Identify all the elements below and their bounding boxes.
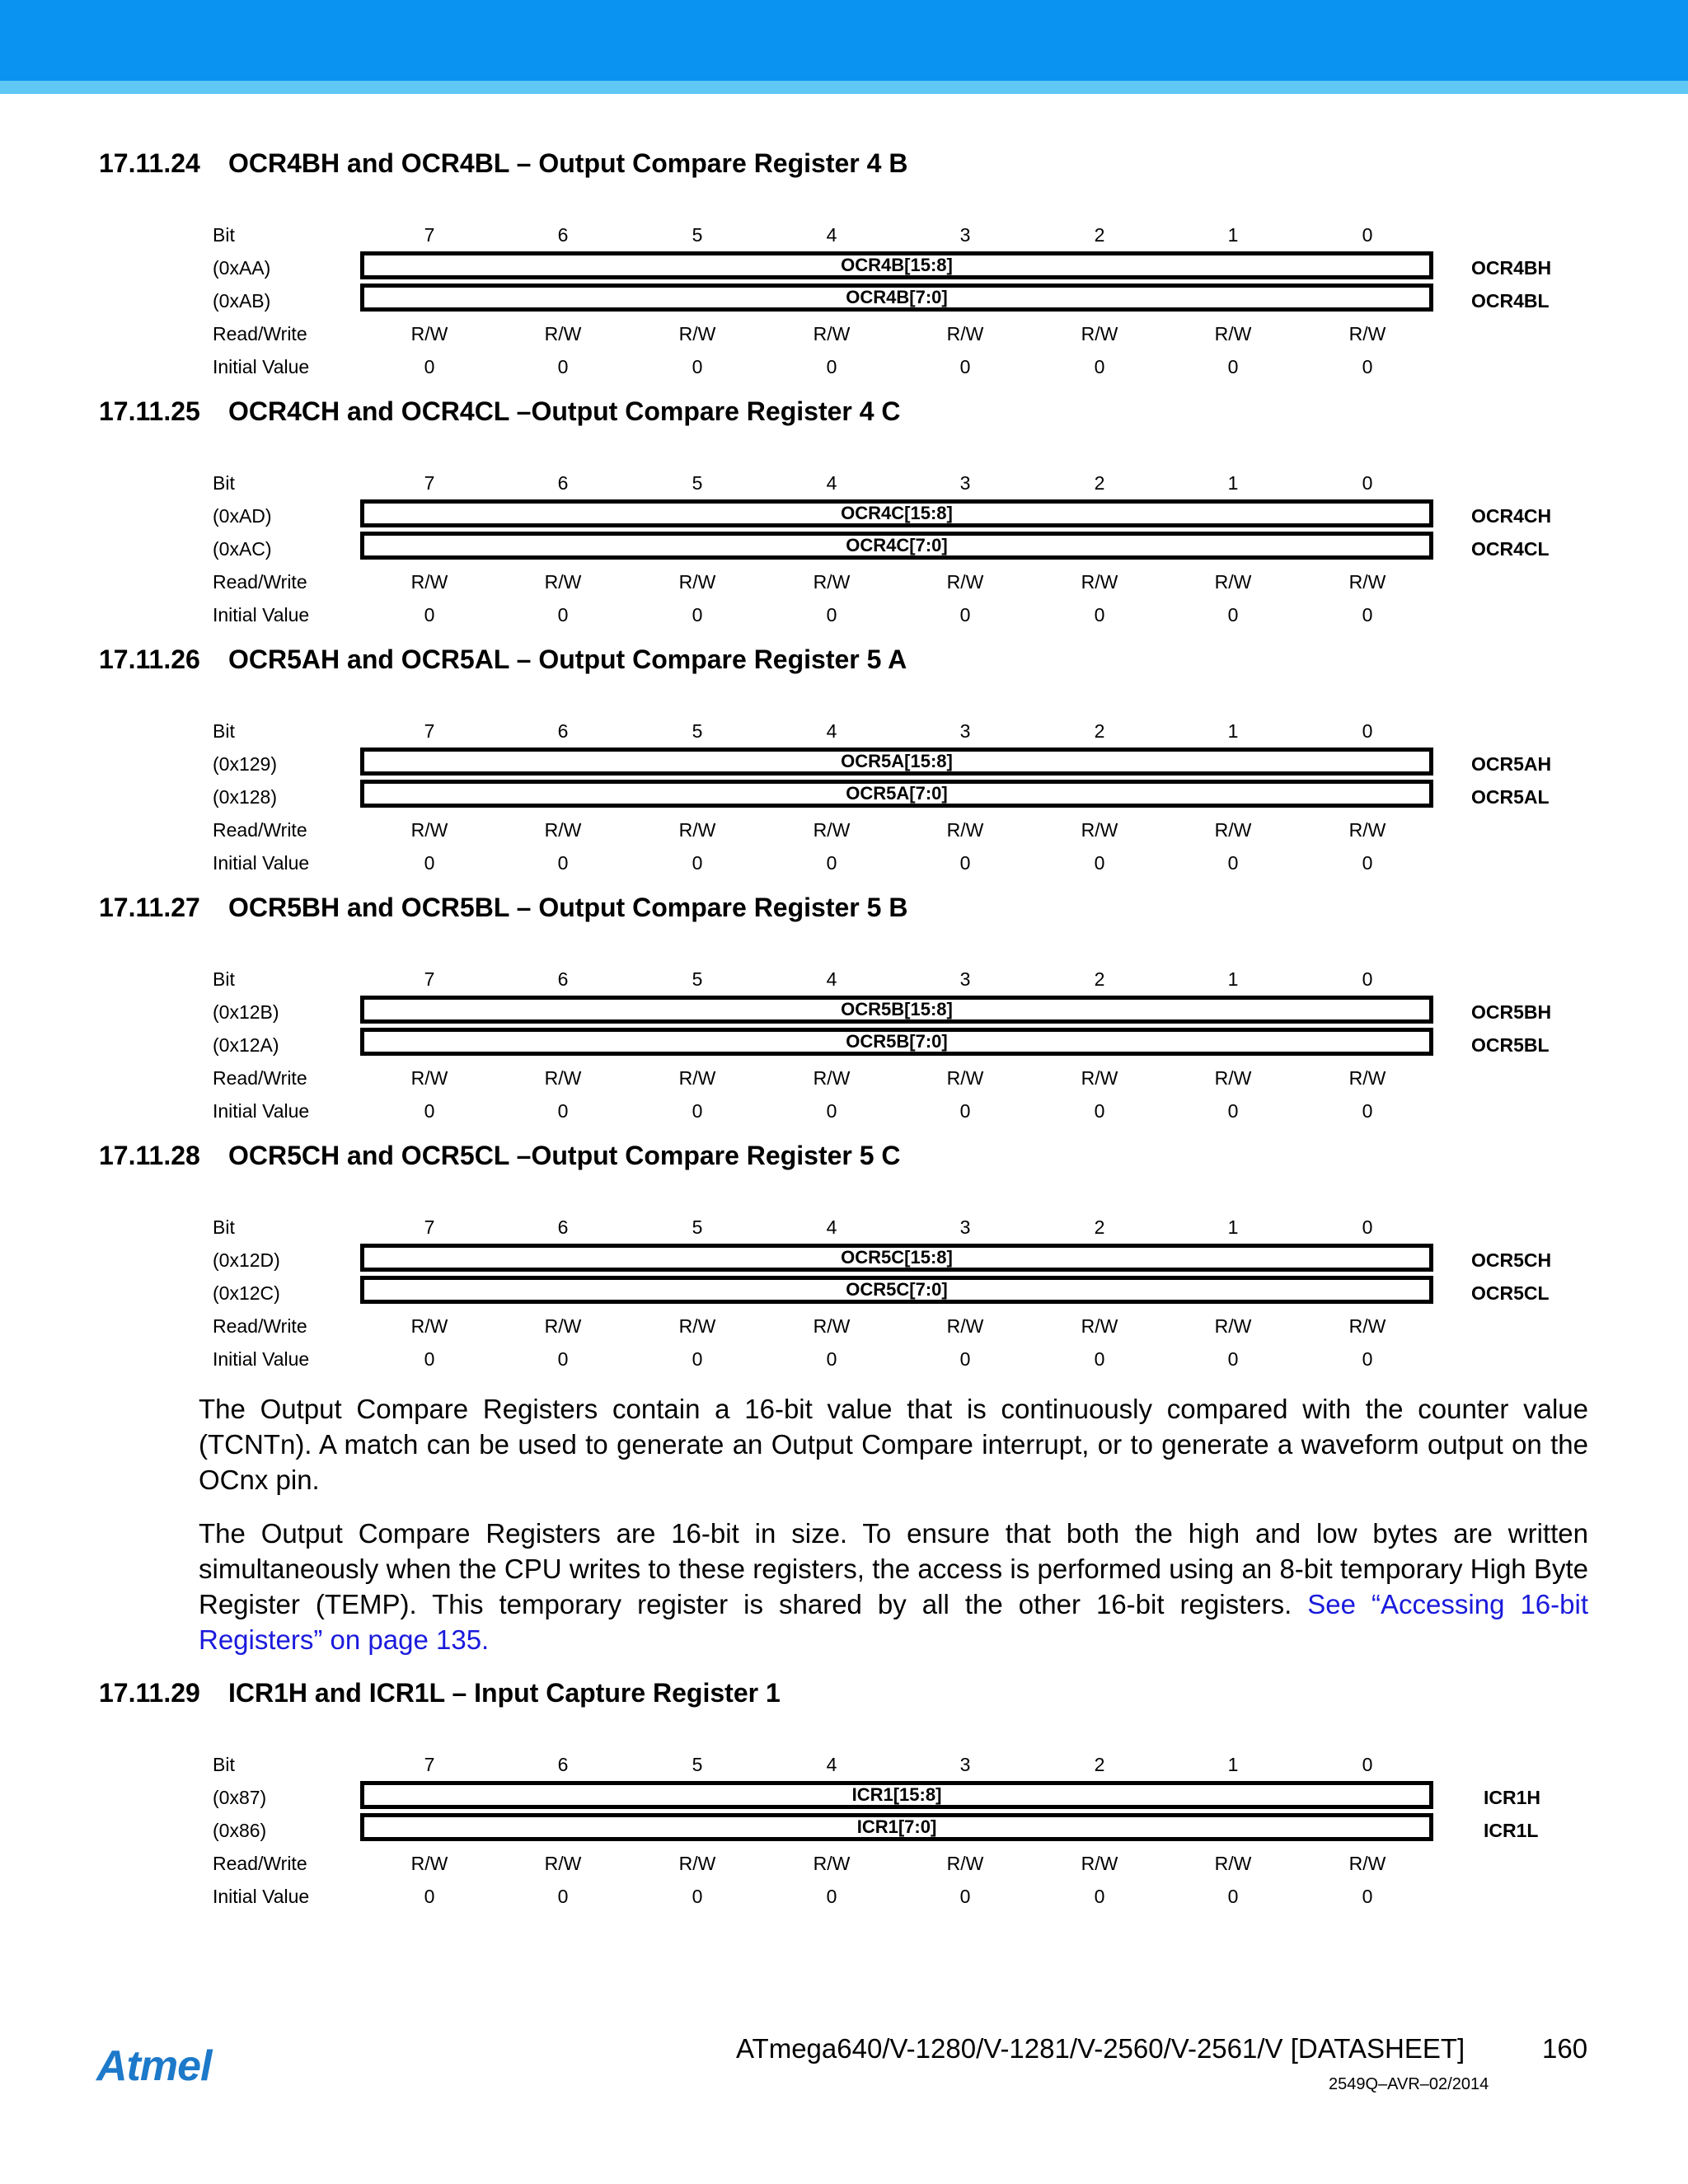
register-name-low: ICR1L xyxy=(1484,1820,1539,1841)
rw-value: R/W xyxy=(678,819,716,841)
initial-value: 0 xyxy=(826,604,837,626)
initial-value: 0 xyxy=(1094,604,1105,626)
section-title xyxy=(99,893,907,923)
rw-value: R/W xyxy=(1348,819,1386,841)
rw-value: R/W xyxy=(678,1853,716,1874)
initial-value: 0 xyxy=(1362,1886,1373,1907)
rw-value: R/W xyxy=(1348,571,1386,593)
bit-number: 5 xyxy=(692,1754,703,1775)
register-name-high: OCR4CH xyxy=(1471,505,1552,527)
address-label: (0x128) xyxy=(213,786,277,808)
initial-value: 0 xyxy=(1227,852,1239,874)
bit-number: 6 xyxy=(557,720,569,742)
rw-label: Read/Write xyxy=(213,571,307,593)
bit-label: Bit xyxy=(213,968,235,990)
bit-number: 5 xyxy=(692,472,703,494)
section-title xyxy=(99,148,907,179)
initial-value: 0 xyxy=(1227,1348,1239,1370)
bit-number: 7 xyxy=(424,720,435,742)
section-number: 17.11.28 xyxy=(99,1141,200,1170)
bit-number: 6 xyxy=(557,1216,569,1238)
rw-value: R/W xyxy=(1214,1067,1252,1089)
bit-number: 4 xyxy=(826,720,837,742)
initial-value: 0 xyxy=(1094,1348,1105,1370)
rw-value: R/W xyxy=(410,819,448,841)
bit-number: 0 xyxy=(1362,968,1373,990)
rw-value: R/W xyxy=(813,1067,851,1089)
rw-value: R/W xyxy=(1081,1315,1118,1337)
atmel-logo: Atmel xyxy=(96,2042,212,2090)
initial-value: 0 xyxy=(959,852,971,874)
register-field-low: ICR1[7:0] xyxy=(360,1813,1433,1841)
register-field-low: OCR5B[7:0] xyxy=(360,1028,1433,1056)
section-title xyxy=(99,396,901,427)
rw-value: R/W xyxy=(1348,1067,1386,1089)
bit-number: 5 xyxy=(692,1216,703,1238)
initial-value: 0 xyxy=(557,1348,569,1370)
initial-value: 0 xyxy=(1094,852,1105,874)
address-label: (0x129) xyxy=(213,753,277,775)
register-field-low: OCR5A[7:0] xyxy=(360,780,1433,808)
initial-value-label: Initial Value xyxy=(213,1100,310,1122)
header-band xyxy=(0,0,1688,81)
initial-value: 0 xyxy=(1362,1100,1373,1122)
paragraph-text: The Output Compare Registers are 16-bit in size. To ensure that both the high and low bytes are written simultaneously when the CPU writes to these registers, the access is performed using an 8-bit temporary High Byte Register (TEMP). This temporary register is shared by all the other 16-bit registers. xyxy=(199,1518,1588,1619)
section-number: 17.11.25 xyxy=(99,396,200,426)
bit-label: Bit xyxy=(213,224,235,246)
initial-value: 0 xyxy=(692,1886,703,1907)
initial-value-label: Initial Value xyxy=(213,1348,310,1370)
bit-number: 2 xyxy=(1094,720,1105,742)
initial-value: 0 xyxy=(1227,1886,1239,1907)
rw-value: R/W xyxy=(410,1315,448,1337)
initial-value: 0 xyxy=(826,356,837,377)
initial-value: 0 xyxy=(1094,1886,1105,1907)
address-label: (0xAA) xyxy=(213,257,271,279)
register-table xyxy=(0,1752,1688,1905)
bit-number: 4 xyxy=(826,472,837,494)
bit-number: 0 xyxy=(1362,1216,1373,1238)
rw-value: R/W xyxy=(1348,323,1386,344)
initial-value: 0 xyxy=(692,356,703,377)
rw-value: R/W xyxy=(946,1853,984,1874)
bit-number: 1 xyxy=(1227,1754,1239,1775)
section-heading: OCR4BH and OCR4BL – Output Compare Register 4 B xyxy=(228,148,908,178)
initial-value: 0 xyxy=(1362,604,1373,626)
rw-value: R/W xyxy=(813,323,851,344)
initial-value: 0 xyxy=(557,1886,569,1907)
initial-value: 0 xyxy=(959,1348,971,1370)
bit-number: 4 xyxy=(826,224,837,246)
rw-value: R/W xyxy=(678,571,716,593)
rw-value: R/W xyxy=(544,819,582,841)
rw-value: R/W xyxy=(678,1315,716,1337)
header-accent-line xyxy=(0,81,1688,94)
bit-number: 3 xyxy=(959,1216,971,1238)
initial-value: 0 xyxy=(959,356,971,377)
initial-value: 0 xyxy=(826,1886,837,1907)
bit-number: 1 xyxy=(1227,720,1239,742)
bit-number: 3 xyxy=(959,720,971,742)
initial-value: 0 xyxy=(1227,356,1239,377)
register-table xyxy=(0,967,1688,1122)
initial-value: 0 xyxy=(692,852,703,874)
bit-number: 5 xyxy=(692,720,703,742)
rw-value: R/W xyxy=(1348,1315,1386,1337)
rw-value: R/W xyxy=(678,1067,716,1089)
rw-value: R/W xyxy=(1214,819,1252,841)
rw-value: R/W xyxy=(813,571,851,593)
initial-value: 0 xyxy=(692,1348,703,1370)
register-name-low: OCR5CL xyxy=(1471,1282,1550,1304)
paragraph-output-compare: The Output Compare Registers contain a 16-bit value that is continuously compared with the counter value (TCNTn). A match can be used to generate an Output Compare interrupt, or to generate a waveform output on the OCnx pin. xyxy=(199,1394,1588,1495)
initial-value-label: Initial Value xyxy=(213,1886,310,1907)
initial-value: 0 xyxy=(826,1348,837,1370)
section-title xyxy=(99,1141,901,1171)
address-label: (0x12A) xyxy=(213,1034,279,1056)
address-label: (0x12C) xyxy=(213,1282,280,1304)
register-field-high: OCR5A[15:8] xyxy=(360,748,1433,776)
section-heading: OCR5BH and OCR5BL – Output Compare Register 5 B xyxy=(228,893,908,922)
bit-label: Bit xyxy=(213,472,235,494)
bit-number: 4 xyxy=(826,1216,837,1238)
initial-value: 0 xyxy=(424,604,435,626)
address-label: (0x12B) xyxy=(213,1001,279,1023)
initial-value: 0 xyxy=(826,852,837,874)
register-name-high: OCR5CH xyxy=(1471,1249,1552,1271)
bit-number: 6 xyxy=(557,472,569,494)
bit-number: 7 xyxy=(424,968,435,990)
bit-number: 1 xyxy=(1227,1216,1239,1238)
rw-value: R/W xyxy=(410,571,448,593)
address-label: (0x86) xyxy=(213,1820,267,1841)
rw-value: R/W xyxy=(1081,1853,1118,1874)
bit-number: 4 xyxy=(826,968,837,990)
initial-value: 0 xyxy=(424,852,435,874)
rw-value: R/W xyxy=(410,1853,448,1874)
register-field-low: OCR4B[7:0] xyxy=(360,284,1433,312)
bit-label: Bit xyxy=(213,720,235,742)
bit-number: 2 xyxy=(1094,1216,1105,1238)
bit-number: 6 xyxy=(557,1754,569,1775)
rw-label: Read/Write xyxy=(213,1067,307,1089)
section-heading: OCR4CH and OCR4CL –Output Compare Register 4 C xyxy=(228,396,901,426)
bit-number: 2 xyxy=(1094,968,1105,990)
initial-value: 0 xyxy=(557,852,569,874)
bit-number: 2 xyxy=(1094,224,1105,246)
initial-value: 0 xyxy=(959,1100,971,1122)
rw-value: R/W xyxy=(946,323,984,344)
register-field-low: OCR4C[7:0] xyxy=(360,532,1433,560)
initial-value: 0 xyxy=(424,356,435,377)
address-label: (0xAC) xyxy=(213,538,272,560)
rw-value: R/W xyxy=(1214,1315,1252,1337)
initial-value: 0 xyxy=(959,1886,971,1907)
register-table xyxy=(0,223,1688,375)
bit-number: 7 xyxy=(424,472,435,494)
section-number: 17.11.27 xyxy=(99,893,200,922)
section-heading: OCR5CH and OCR5CL –Output Compare Register 5 C xyxy=(228,1141,901,1170)
page-number: 160 xyxy=(1542,2033,1588,2064)
rw-value: R/W xyxy=(544,323,582,344)
rw-value: R/W xyxy=(813,1315,851,1337)
rw-label: Read/Write xyxy=(213,323,307,344)
register-table xyxy=(0,1215,1688,1370)
rw-value: R/W xyxy=(946,1067,984,1089)
rw-value: R/W xyxy=(946,1315,984,1337)
register-field-high: OCR5B[15:8] xyxy=(360,996,1433,1024)
bit-number: 6 xyxy=(557,224,569,246)
bit-number: 3 xyxy=(959,472,971,494)
section-number: 17.11.29 xyxy=(99,1678,200,1708)
paragraph-16bit-access xyxy=(199,1516,1588,1657)
cross-reference-link[interactable]: See “Accessing 16-bit Registers” on page 135. xyxy=(199,1589,1589,1655)
bit-number: 3 xyxy=(959,968,971,990)
bit-number: 1 xyxy=(1227,968,1239,990)
section-number: 17.11.24 xyxy=(99,148,200,178)
bit-number: 0 xyxy=(1362,472,1373,494)
initial-value: 0 xyxy=(557,604,569,626)
address-label: (0xAB) xyxy=(213,290,271,312)
address-label: (0x87) xyxy=(213,1787,267,1808)
bit-label: Bit xyxy=(213,1216,235,1238)
address-label: (0xAD) xyxy=(213,505,272,527)
document-code: 2549Q–AVR–02/2014 xyxy=(1329,2075,1489,2093)
initial-value-label: Initial Value xyxy=(213,356,310,377)
rw-value: R/W xyxy=(1214,323,1252,344)
rw-value: R/W xyxy=(1081,323,1118,344)
bit-number: 4 xyxy=(826,1754,837,1775)
section-title xyxy=(99,1678,781,1708)
rw-value: R/W xyxy=(1081,819,1118,841)
initial-value: 0 xyxy=(557,356,569,377)
register-name-high: OCR4BH xyxy=(1471,257,1552,279)
bit-number: 7 xyxy=(424,1216,435,1238)
section-number: 17.11.26 xyxy=(99,644,200,674)
rw-value: R/W xyxy=(544,1853,582,1874)
initial-value: 0 xyxy=(557,1100,569,1122)
initial-value: 0 xyxy=(1227,604,1239,626)
initial-value: 0 xyxy=(959,604,971,626)
rw-value: R/W xyxy=(946,819,984,841)
rw-value: R/W xyxy=(1081,571,1118,593)
section-title xyxy=(99,644,907,675)
bit-number: 3 xyxy=(959,224,971,246)
footer-document-title: ATmega640/V-1280/V-1281/V-2560/V-2561/V [DATASHEET] xyxy=(736,2033,1465,2064)
bit-number: 6 xyxy=(557,968,569,990)
rw-label: Read/Write xyxy=(213,819,307,841)
rw-value: R/W xyxy=(1081,1067,1118,1089)
initial-value: 0 xyxy=(1094,356,1105,377)
bit-label: Bit xyxy=(213,1754,235,1775)
rw-value: R/W xyxy=(1348,1853,1386,1874)
register-name-low: OCR4CL xyxy=(1471,538,1550,560)
rw-value: R/W xyxy=(813,1853,851,1874)
bit-number: 1 xyxy=(1227,224,1239,246)
register-table xyxy=(0,471,1688,626)
rw-value: R/W xyxy=(544,571,582,593)
register-field-high: OCR4C[15:8] xyxy=(360,499,1433,527)
section-heading: OCR5AH and OCR5AL – Output Compare Register 5 A xyxy=(228,644,907,674)
bit-number: 1 xyxy=(1227,472,1239,494)
initial-value-label: Initial Value xyxy=(213,604,310,626)
initial-value: 0 xyxy=(424,1100,435,1122)
initial-value: 0 xyxy=(692,604,703,626)
register-name-high: OCR5BH xyxy=(1471,1001,1552,1023)
bit-number: 0 xyxy=(1362,720,1373,742)
rw-label: Read/Write xyxy=(213,1315,307,1337)
bit-number: 0 xyxy=(1362,1754,1373,1775)
bit-number: 5 xyxy=(692,968,703,990)
initial-value: 0 xyxy=(1094,1100,1105,1122)
register-field-low: OCR5C[7:0] xyxy=(360,1276,1433,1304)
rw-value: R/W xyxy=(678,323,716,344)
register-name-low: OCR5AL xyxy=(1471,786,1550,808)
register-field-high: ICR1[15:8] xyxy=(360,1781,1433,1809)
bit-number: 2 xyxy=(1094,472,1105,494)
initial-value: 0 xyxy=(424,1348,435,1370)
address-label: (0x12D) xyxy=(213,1249,280,1271)
section-heading: ICR1H and ICR1L – Input Capture Register 1 xyxy=(228,1678,781,1708)
initial-value: 0 xyxy=(692,1100,703,1122)
register-field-high: OCR5C[15:8] xyxy=(360,1244,1433,1272)
initial-value-label: Initial Value xyxy=(213,852,310,874)
bit-number: 5 xyxy=(692,224,703,246)
initial-value: 0 xyxy=(1362,852,1373,874)
bit-number: 7 xyxy=(424,1754,435,1775)
register-name-high: ICR1H xyxy=(1484,1787,1541,1808)
rw-value: R/W xyxy=(544,1067,582,1089)
bit-number: 0 xyxy=(1362,224,1373,246)
register-name-high: OCR5AH xyxy=(1471,753,1552,775)
rw-value: R/W xyxy=(1214,571,1252,593)
rw-value: R/W xyxy=(1214,1853,1252,1874)
rw-value: R/W xyxy=(813,819,851,841)
rw-value: R/W xyxy=(410,323,448,344)
initial-value: 0 xyxy=(1227,1100,1239,1122)
initial-value: 0 xyxy=(826,1100,837,1122)
rw-label: Read/Write xyxy=(213,1853,307,1874)
rw-value: R/W xyxy=(544,1315,582,1337)
initial-value: 0 xyxy=(1362,356,1373,377)
initial-value: 0 xyxy=(424,1886,435,1907)
register-field-high: OCR4B[15:8] xyxy=(360,251,1433,279)
register-name-low: OCR5BL xyxy=(1471,1034,1550,1056)
initial-value: 0 xyxy=(1362,1348,1373,1370)
rw-value: R/W xyxy=(946,571,984,593)
bit-number: 7 xyxy=(424,224,435,246)
bit-number: 2 xyxy=(1094,1754,1105,1775)
bit-number: 3 xyxy=(959,1754,971,1775)
register-table xyxy=(0,719,1688,874)
register-name-low: OCR4BL xyxy=(1471,290,1550,312)
rw-value: R/W xyxy=(410,1067,448,1089)
